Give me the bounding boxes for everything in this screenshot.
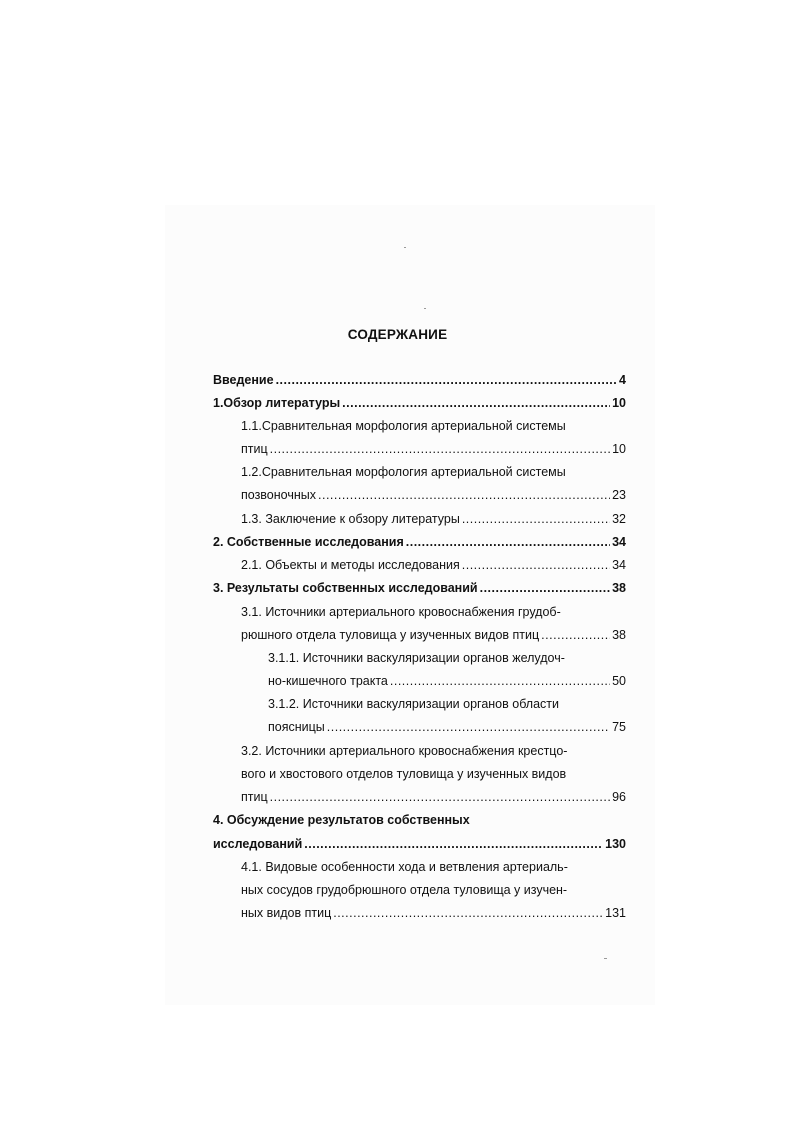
toc-entry: 3.2. Источники артериального кровоснабжения крестцо- (241, 744, 568, 758)
toc-entry: 4. Обсуждение результатов собственных (213, 813, 470, 827)
toc-entry: Введение ..... 4 (213, 370, 626, 388)
toc-entry: поясницы ..... 75 (268, 717, 626, 735)
toc-entry: но-кишечного тракта ..... 50 (268, 671, 626, 689)
toc-entry: 1.2.Сравнительная морфология артериальной системы (241, 465, 566, 479)
toc-entry: птиц ..... 10 (241, 439, 626, 457)
toc-entry: 1.Обзор литературы ..... 10 (213, 393, 626, 411)
toc-entry: вого и хвостового отделов туловища у изученных видов (241, 767, 567, 781)
toc-entry: 1.1.Сравнительная морфология артериальной системы (241, 419, 566, 433)
toc-entry: исследований ..... 130 (213, 834, 626, 852)
toc-entry: 2. Собственные исследования ..... 34 (213, 532, 626, 550)
toc-entry: 3.1.2. Источники васкуляризации органов области (268, 697, 559, 711)
toc-entry: рюшного отдела туловища у изученных видов птиц ..... 38 (241, 625, 626, 643)
toc-entry: 3.1. Источники артериального кровоснабжения грудоб- (241, 605, 561, 619)
toc-entry: 3. Результаты собственных исследований ..... 38 (213, 578, 626, 596)
toc-entry: 2.1. Объекты и методы исследования ..... 34 (241, 555, 626, 573)
toc-entry: ных сосудов грудобрюшного отдела туловища у изучен- (241, 883, 568, 897)
toc-entry: 4.1. Видовые особенности хода и ветвления артериаль- (241, 860, 568, 874)
toc-entry: ных видов птиц ..... 131 (241, 903, 626, 921)
toc-entry: позвоночных ..... 23 (241, 485, 626, 503)
toc-entry: птиц ..... 96 (241, 787, 626, 805)
toc-entry: 3.1.1. Источники васкуляризации органов желудоч- (268, 651, 565, 665)
toc-entry: 1.3. Заключение к обзору литературы ..... 32 (241, 509, 626, 527)
page-title: СОДЕРЖАНИЕ (347, 327, 448, 342)
